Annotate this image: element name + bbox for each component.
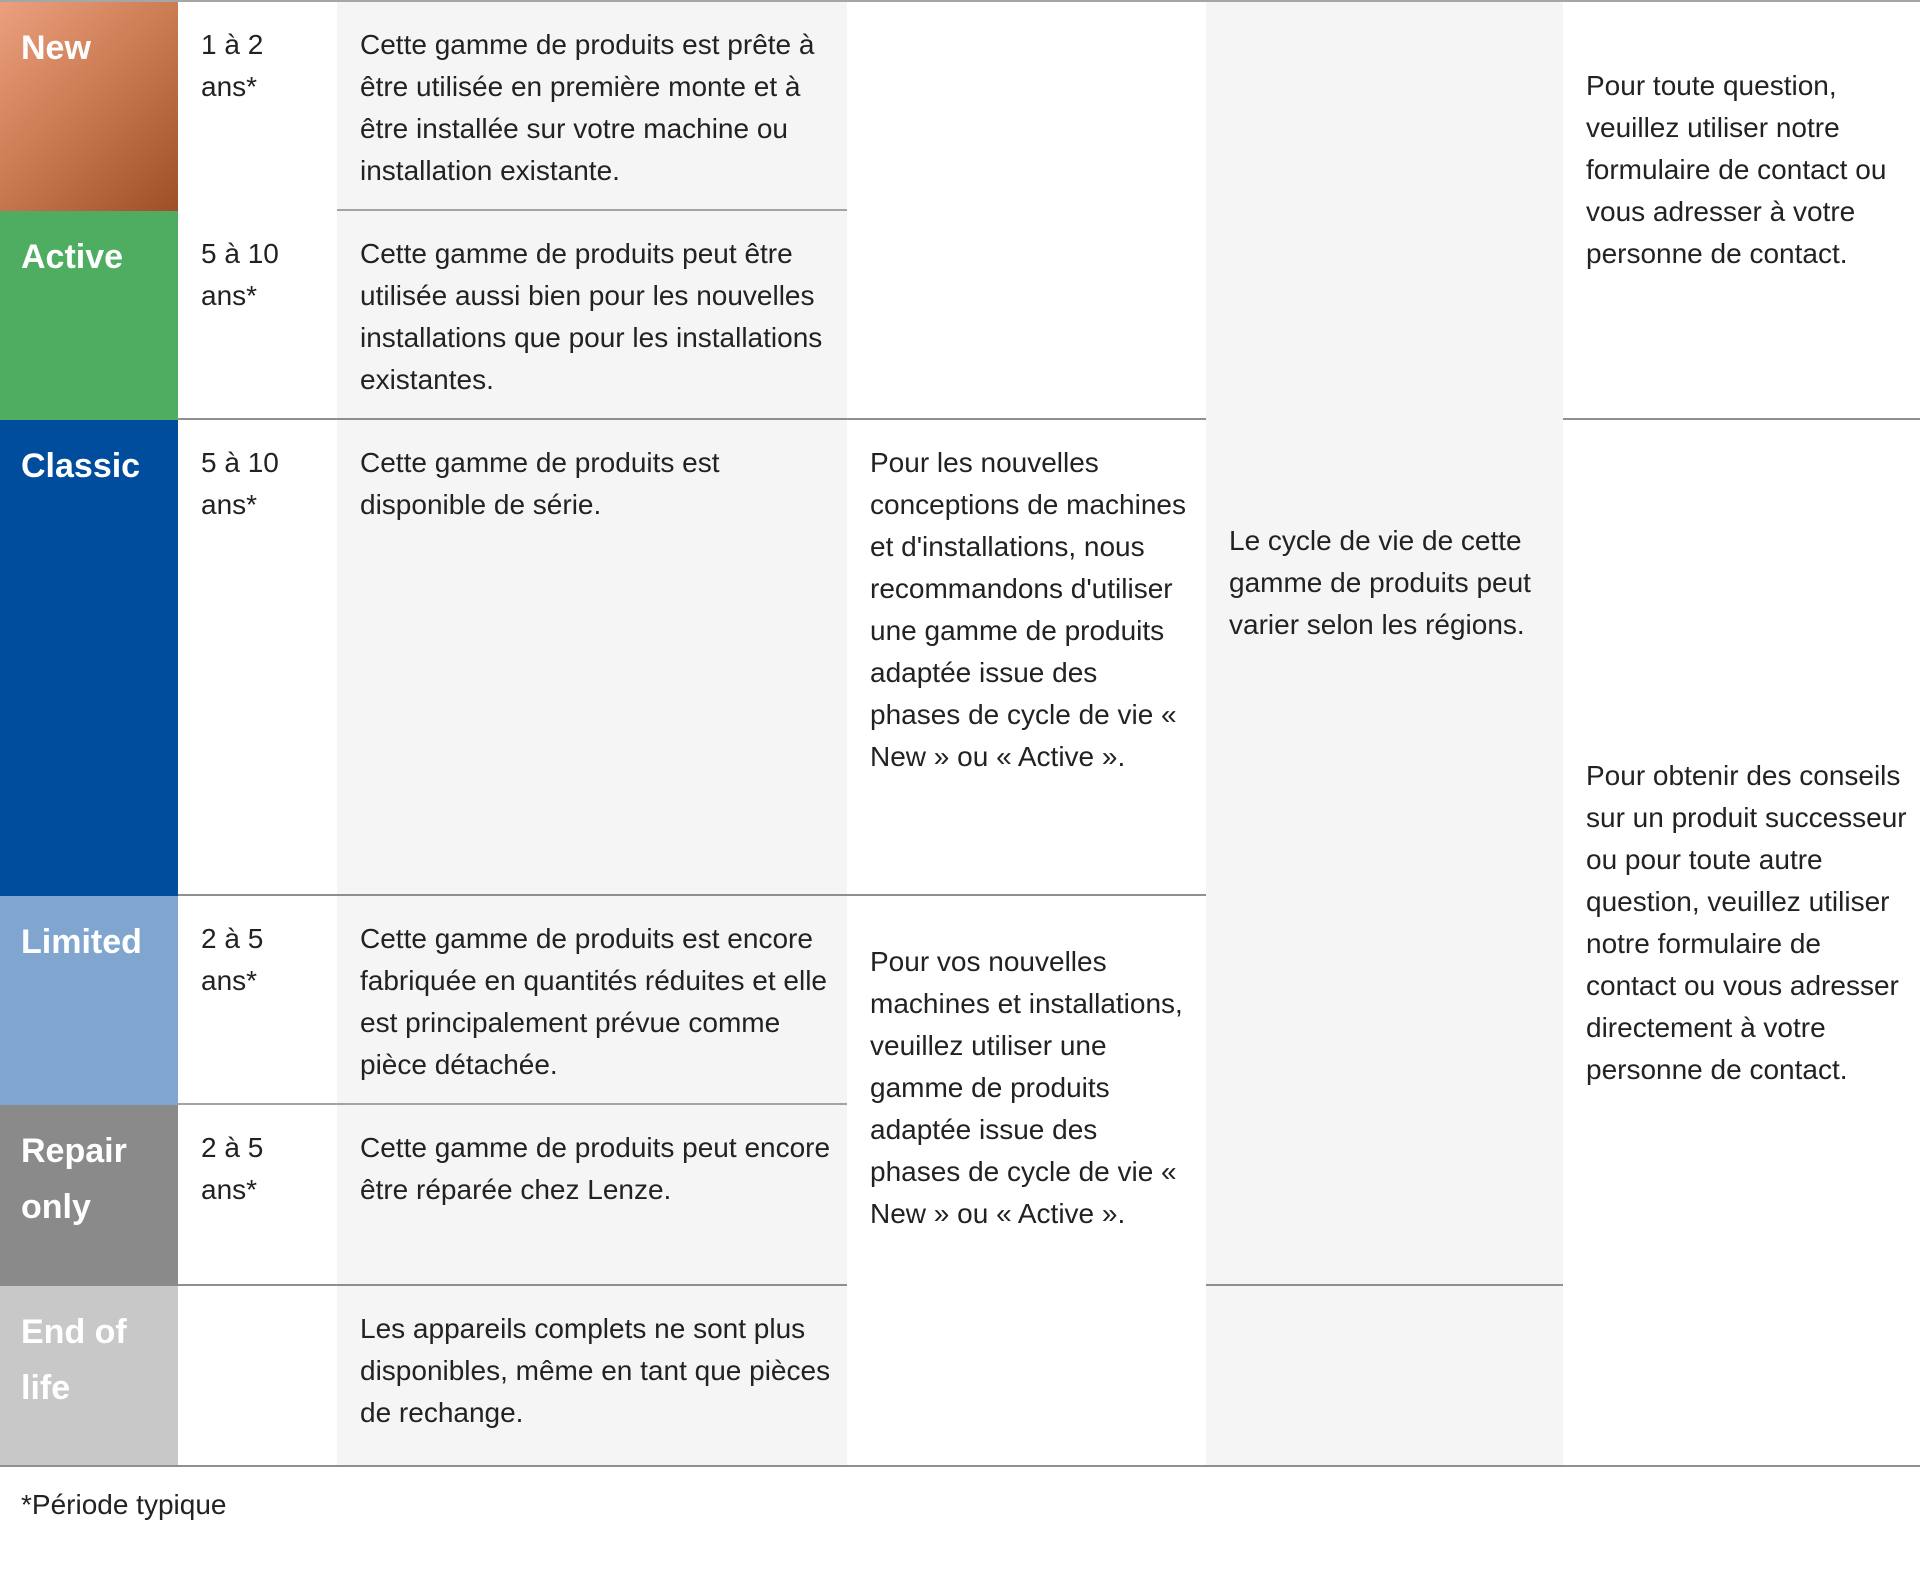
description-new: Cette gamme de produits est prête à être utilisée en première monte et à être installée sur votre machine ou installation existante. — [337, 2, 847, 211]
phase-active-label: Active — [21, 238, 124, 276]
period-active — [178, 211, 337, 420]
period-end-of-life — [178, 1286, 337, 1466]
phase-new-label: New — [21, 29, 91, 67]
table-bottom-divider — [0, 1465, 1920, 1467]
period-classic-label: 5 à 10 ans* — [201, 447, 279, 520]
phase-repair-only — [0, 1105, 178, 1286]
recommendation-empty — [847, 2, 1206, 420]
phase-classic-label: Classic — [21, 447, 141, 485]
region-note — [1206, 2, 1563, 1286]
period-new — [178, 2, 337, 211]
contact-new-active — [1563, 2, 1920, 420]
phase-new — [0, 2, 178, 211]
contact-new-active-text: Pour toute question, veuillez utiliser notre formulaire de contact ou vous adresser à votre personne de contact. — [1586, 70, 1887, 269]
recommendation-classic: Pour les nouvelles conceptions de machines et d'installations, nous recommandons d'utiliser une gamme de produits adaptée issue des phases de cycle de vie « New » ou « Active ». — [847, 420, 1206, 896]
period-classic — [178, 420, 337, 896]
period-limited — [178, 896, 337, 1105]
description-repair-only: Cette gamme de produits peut encore être réparée chez Lenze. — [337, 1105, 847, 1286]
period-limited-label: 2 à 5 ans* — [201, 923, 264, 996]
phase-limited-label: Limited — [21, 923, 142, 961]
description-limited: Cette gamme de produits est encore fabriquée en quantités réduites et elle est principalement prévue comme pièce détachée. — [337, 896, 847, 1105]
phase-classic — [0, 420, 178, 896]
description-classic: Cette gamme de produits est disponible de série. — [337, 420, 847, 896]
contact-others-text: Pour obtenir des conseils sur un produit successeur ou pour toute autre question, veuillez utiliser notre formulaire de contact ou vous adresser directement à votre personne de contact. — [1586, 760, 1907, 1085]
description-active: Cette gamme de produits peut être utilisée aussi bien pour les nouvelles installations que pour les installations existantes. — [337, 211, 847, 420]
region-empty — [1206, 1286, 1563, 1466]
phase-limited — [0, 896, 178, 1105]
description-end-of-life: Les appareils complets ne sont plus disponibles, même en tant que pièces de rechange. — [337, 1286, 847, 1466]
phase-end-of-life — [0, 1286, 178, 1466]
period-repair-only-label: 2 à 5 ans* — [201, 1132, 264, 1205]
footnote: *Période typique — [21, 1489, 227, 1520]
phase-active — [0, 211, 178, 420]
period-repair-only — [178, 1105, 337, 1286]
recommendation-limited-repair-eol: Pour vos nouvelles machines et installations, veuillez utiliser une gamme de produits adaptée issue des phases de cycle de vie « New » ou « Active ». — [847, 896, 1206, 1466]
period-active-label: 5 à 10 ans* — [201, 238, 279, 311]
contact-others — [1563, 420, 1920, 1466]
phase-end-of-life-label: End of life — [21, 1313, 127, 1407]
region-note-text: Le cycle de vie de cette gamme de produits peut varier selon les régions. — [1229, 525, 1531, 640]
period-new-label: 1 à 2 ans* — [201, 29, 264, 102]
phase-repair-only-label: Repair only — [21, 1132, 127, 1226]
